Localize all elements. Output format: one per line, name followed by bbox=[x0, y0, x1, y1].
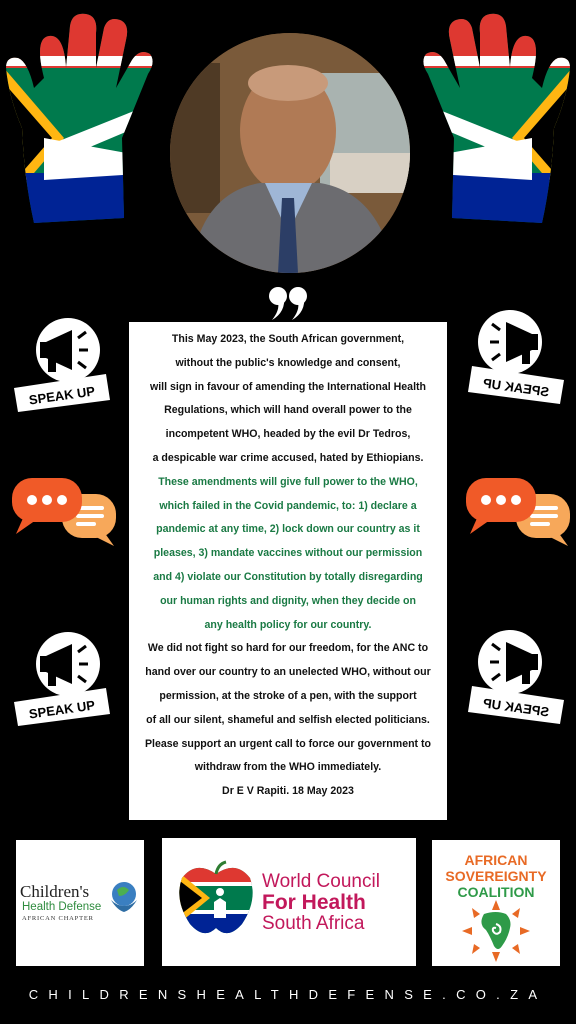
wch-logo-line3: South Africa bbox=[262, 913, 365, 934]
portrait-photo bbox=[170, 33, 410, 273]
asc-logo-line3: COALITION bbox=[457, 884, 535, 900]
statement-line-highlight: and 4) violate our Constitution by totally disregarding bbox=[153, 570, 423, 583]
wch-logo-line1: World Council bbox=[262, 871, 380, 892]
statement-line: without the public's knowledge and consent, bbox=[175, 356, 401, 369]
portrait-image bbox=[170, 33, 410, 273]
statement-line: will sign in favour of amending the International Health bbox=[149, 380, 427, 393]
statement-line-highlight: These amendments will give full power to the WHO, bbox=[158, 475, 418, 488]
statement-line: withdraw from the WHO immediately. bbox=[194, 761, 382, 774]
chd-logo-line3: AFRICAN CHAPTER bbox=[22, 915, 94, 922]
chat-bubbles-icon bbox=[10, 476, 118, 546]
wch-flag-apple-icon bbox=[176, 860, 256, 936]
statement-signature: Dr E V Rapiti. 18 May 2023 bbox=[222, 785, 354, 798]
statement-line: hand over our country to an unelected WHO, without our bbox=[145, 666, 431, 679]
statement-line-highlight: any health policy for our country. bbox=[204, 618, 372, 631]
wch-logo-line2: For Health bbox=[262, 891, 366, 914]
speak-up-badge-icon bbox=[12, 316, 112, 414]
statement-line: This May 2023, the South African government, bbox=[171, 333, 405, 345]
speak-up-badge-icon bbox=[12, 630, 112, 728]
asc-logo-line1: AFRICAN bbox=[464, 852, 528, 868]
statement-panel bbox=[129, 322, 447, 820]
statement-line: We did not fight so hard for our freedom, for the ANC to bbox=[147, 642, 429, 655]
quote-mark-icon bbox=[266, 282, 310, 322]
speak-up-text: SPEAK UP bbox=[482, 375, 551, 400]
speak-up-badge-mirrored-icon bbox=[466, 308, 566, 406]
statement-line-highlight: pleases, 3) mandate vaccines without our permission bbox=[153, 547, 423, 560]
statement-line-highlight: pandemic at any time, 2) lock down our country as it bbox=[156, 523, 420, 536]
speak-up-badge-mirrored-icon bbox=[466, 628, 566, 726]
wch-logo bbox=[162, 838, 416, 966]
chd-logo-line2: Health Defense bbox=[22, 901, 102, 913]
statement-line-highlight: which failed in the Covid pandemic, to: 1) declare a bbox=[159, 499, 417, 512]
sa-flag-hand-left-icon bbox=[4, 8, 154, 228]
statement-line: of all our silent, shameful and selfish elected politicians. bbox=[146, 713, 430, 726]
statement-line: a despicable war crime accused, hated by Ethiopians. bbox=[152, 451, 424, 464]
statement-line-highlight: our human rights and dignity, when they decide on bbox=[160, 594, 416, 607]
statement-line: Please support an urgent call to force our government to bbox=[144, 737, 432, 750]
speak-up-text: SPEAK UP bbox=[27, 697, 96, 722]
statement-line: Regulations, which will hand overall power to the bbox=[164, 404, 412, 417]
footer-website-url: CHILDRENSHEALTHDEFENSE.CO.ZA bbox=[28, 987, 548, 1002]
chat-bubbles-icon bbox=[464, 476, 572, 546]
statement-line: permission, at the stroke of a pen, with the support bbox=[159, 689, 417, 702]
statement-line: incompetent WHO, headed by the evil Dr Tedros, bbox=[165, 428, 411, 441]
globe-hands-icon bbox=[109, 880, 139, 914]
speak-up-text: SPEAK UP bbox=[482, 695, 551, 720]
asc-logo bbox=[432, 840, 560, 966]
chd-logo-line1: Children's bbox=[20, 882, 90, 901]
africa-sun-icon bbox=[462, 900, 530, 962]
asc-logo-line2: SOVEREIGNTY bbox=[445, 868, 547, 884]
speak-up-text: SPEAK UP bbox=[27, 383, 96, 408]
chd-logo bbox=[16, 840, 144, 966]
sa-flag-hand-right-icon bbox=[422, 8, 572, 228]
